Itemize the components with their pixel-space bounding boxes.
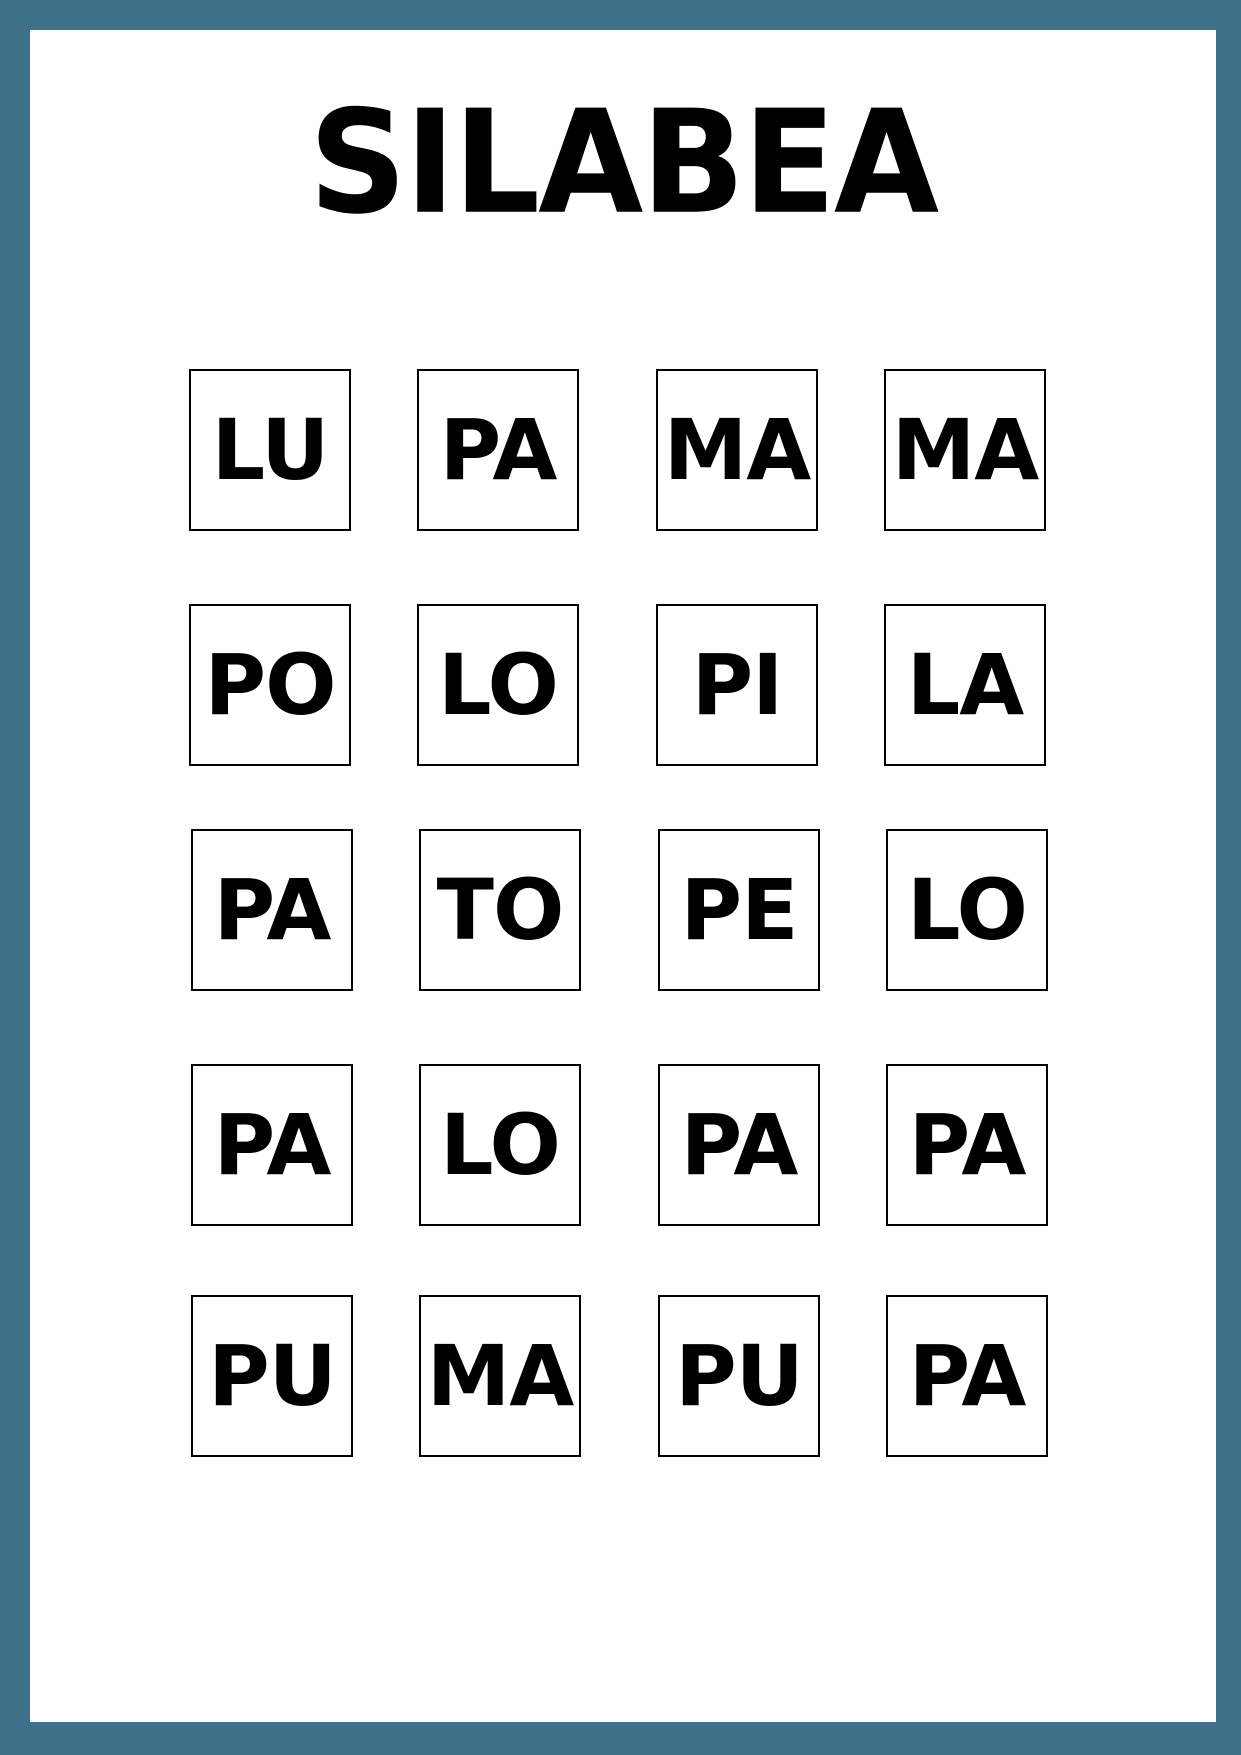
- syllable-card[interactable]: [419, 829, 581, 991]
- syllable-card[interactable]: [658, 1064, 820, 1226]
- syllable-text: PA: [213, 861, 331, 959]
- syllable-text: LU: [211, 401, 329, 499]
- worksheet-title: SILABEA: [308, 80, 938, 247]
- syllable-text: PA: [908, 1096, 1026, 1194]
- syllable-text: PE: [680, 861, 798, 959]
- syllable-card[interactable]: [191, 1064, 353, 1226]
- syllable-row-3: [30, 829, 1216, 995]
- syllable-card[interactable]: [886, 829, 1048, 991]
- syllable-row-5: [30, 1295, 1216, 1461]
- syllable-card[interactable]: [658, 829, 820, 991]
- syllable-card[interactable]: [189, 604, 351, 766]
- syllable-text: PA: [439, 401, 557, 499]
- syllable-card[interactable]: [191, 829, 353, 991]
- syllable-text: MA: [891, 401, 1039, 499]
- syllable-text: PA: [680, 1096, 798, 1194]
- syllable-text: LO: [907, 861, 1027, 959]
- syllable-card[interactable]: [886, 1295, 1048, 1457]
- syllable-card[interactable]: [656, 369, 818, 531]
- syllable-row-1: [30, 369, 1216, 535]
- syllable-text: MA: [426, 1327, 574, 1425]
- syllable-card[interactable]: [884, 369, 1046, 531]
- syllable-text: PA: [213, 1096, 331, 1194]
- syllable-card[interactable]: [658, 1295, 820, 1457]
- syllable-text: PO: [204, 636, 336, 734]
- syllable-text: PU: [208, 1327, 336, 1425]
- syllable-card[interactable]: [884, 604, 1046, 766]
- syllable-card[interactable]: [417, 369, 579, 531]
- syllable-card[interactable]: [419, 1295, 581, 1457]
- syllable-grid: [30, 30, 1216, 1722]
- syllable-row-2: [30, 604, 1216, 770]
- syllable-card[interactable]: [417, 604, 579, 766]
- syllable-text: PA: [908, 1327, 1026, 1425]
- syllable-card[interactable]: [191, 1295, 353, 1457]
- syllable-card[interactable]: [886, 1064, 1048, 1226]
- syllable-text: LO: [438, 636, 558, 734]
- syllable-text: TO: [436, 861, 564, 959]
- syllable-card[interactable]: [189, 369, 351, 531]
- syllable-text: LO: [440, 1096, 560, 1194]
- syllable-card[interactable]: [656, 604, 818, 766]
- syllable-text: PI: [691, 636, 783, 734]
- syllable-row-4: [30, 1064, 1216, 1230]
- syllable-text: MA: [663, 401, 811, 499]
- syllable-text: LA: [906, 636, 1024, 734]
- worksheet-page: [30, 30, 1216, 1722]
- syllable-card[interactable]: [419, 1064, 581, 1226]
- syllable-text: PU: [675, 1327, 803, 1425]
